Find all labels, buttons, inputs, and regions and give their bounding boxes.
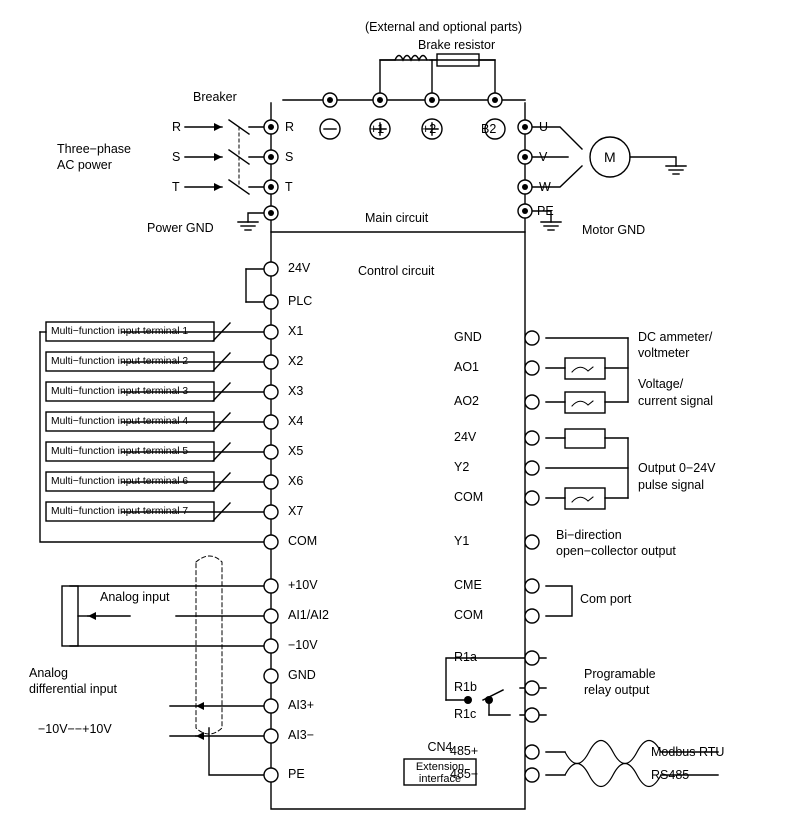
terminal-plus10v <box>264 579 278 593</box>
com-port-bracket <box>546 586 572 616</box>
label-com-right: COM <box>454 608 484 622</box>
terminal-x5 <box>264 445 278 459</box>
ao1-meter-needle <box>572 367 593 372</box>
label-gnd-right: GND <box>454 330 482 344</box>
label-x1: X1 <box>288 324 304 338</box>
phase-t-arrow <box>214 183 222 191</box>
terminal-485-minus <box>525 768 539 782</box>
analog-range-label: −10V−−+10V <box>38 722 112 736</box>
ac-power-label-2: AC power <box>57 158 112 172</box>
voltage-signal-label-1: Voltage/ <box>638 377 684 391</box>
terminal-ai1-ai2 <box>264 609 278 623</box>
motor-gnd-label: Motor GND <box>582 223 646 237</box>
terminal-plc <box>264 295 278 309</box>
phase-label-s: S <box>172 150 181 164</box>
dc-meter-label-1: DC ammeter/ <box>638 330 713 344</box>
mf-label-1: Multi−function input terminal 1 <box>51 326 189 337</box>
twisted-pair-b <box>565 764 661 787</box>
terminal-label-u: U <box>539 120 549 134</box>
terminal-y2 <box>525 461 539 475</box>
label-485-minus: 485− <box>450 767 479 781</box>
terminal-x7 <box>264 505 278 519</box>
bidir-label-1: Bi−direction <box>556 528 622 542</box>
label-24v-left: 24V <box>288 261 311 275</box>
shield-pe-wire <box>209 728 264 775</box>
label-ao1: AO1 <box>454 360 480 374</box>
label-x5: X5 <box>288 444 304 458</box>
mf-label-3: Multi−function input terminal 3 <box>51 386 189 397</box>
label-r1c: R1c <box>454 707 477 721</box>
voltage-signal-label-2: current signal <box>638 394 714 408</box>
terminal-label-w: W <box>539 180 551 194</box>
label-r1b: R1b <box>454 680 477 694</box>
brake-resistor-label: Brake resistor <box>418 38 496 52</box>
analog-diff-label-1: Analog <box>29 666 68 680</box>
terminal-gnd-left <box>264 669 278 683</box>
com-port-label: Com port <box>580 592 632 606</box>
phase-r-arrow <box>214 123 222 131</box>
motor-u-wire <box>525 127 582 149</box>
relay-label-2: relay output <box>584 683 650 697</box>
terminal-label-plus1: +1 <box>370 122 385 136</box>
rs485-label: RS485 <box>651 768 690 782</box>
label-y2: Y2 <box>454 460 470 474</box>
breaker-label: Breaker <box>193 90 237 104</box>
relay-dot-common <box>464 696 472 704</box>
label-y1: Y1 <box>454 534 470 548</box>
label-24v-right: 24V <box>454 430 477 444</box>
extension-label-1: Extension <box>415 761 465 773</box>
terminal-cme <box>525 579 539 593</box>
cn4-label: CN4 <box>427 740 453 754</box>
ai3p-arrow <box>196 702 204 710</box>
terminal-label-s: S <box>285 150 294 164</box>
terminal-pe-left <box>264 768 278 782</box>
terminal-label-b2: B2 <box>481 122 497 136</box>
label-ao2: AO2 <box>454 394 480 408</box>
terminal-gnd-right <box>525 331 539 345</box>
terminal-ao1 <box>525 361 539 375</box>
pulse-label-2: pulse signal <box>638 478 705 492</box>
pulse-label-1: Output 0−24V <box>638 461 716 475</box>
terminal-r1b <box>525 681 539 695</box>
power-gnd-label: Power GND <box>147 221 214 235</box>
phase-s-arrow <box>214 153 222 161</box>
label-com-pulse: COM <box>454 490 484 504</box>
terminal-y1 <box>525 535 539 549</box>
terminal-24v-left <box>264 262 278 276</box>
label-ai3-plus: AI3+ <box>288 698 315 712</box>
label-x4: X4 <box>288 414 304 428</box>
twisted-pair-a <box>565 741 661 764</box>
motor-gnd-wire <box>630 157 676 166</box>
label-com-left: COM <box>288 534 318 548</box>
pot-arrow <box>88 612 96 620</box>
mf-label-2: Multi−function input terminal 2 <box>51 356 189 367</box>
terminal-x6 <box>264 475 278 489</box>
label-pe-left: PE <box>288 767 305 781</box>
terminal-x1 <box>264 325 278 339</box>
motor-symbol-label: M <box>604 149 616 165</box>
terminal-label-r: R <box>285 120 295 134</box>
terminal-label-t: T <box>285 180 293 194</box>
ai3n-arrow <box>196 732 204 740</box>
pulse-box-upper <box>565 429 605 448</box>
relay-label-1: Programable <box>584 667 656 681</box>
mf-label-6: Multi−function input terminal 6 <box>51 476 189 487</box>
terminal-label-v: V <box>539 150 548 164</box>
mf-label-7: Multi−function input terminal 7 <box>51 506 189 517</box>
label-ai1-ai2: AI1/AI2 <box>288 608 329 622</box>
terminal-24v-right <box>525 431 539 445</box>
label-cme: CME <box>454 578 482 592</box>
label-plc: PLC <box>288 294 313 308</box>
terminal-com-right <box>525 609 539 623</box>
phase-label-r: R <box>172 120 182 134</box>
terminal-label-plus2: +2 <box>422 122 437 136</box>
terminal-com-left <box>264 535 278 549</box>
label-485-plus: 485+ <box>450 744 479 758</box>
terminal-com-pulse <box>525 491 539 505</box>
dc-meter-label-2: voltmeter <box>638 346 690 360</box>
terminal-485-plus <box>525 745 539 759</box>
main-circuit-label: Main circuit <box>365 211 429 225</box>
external-parts-note: (External and optional parts) <box>365 20 523 34</box>
terminal-x4 <box>264 415 278 429</box>
terminal-x2 <box>264 355 278 369</box>
terminal-ao2 <box>525 395 539 409</box>
main-terminals <box>264 93 532 220</box>
terminal-r1a <box>525 651 539 665</box>
analog-input-label: Analog input <box>100 590 170 604</box>
motor-w-wire <box>525 166 582 187</box>
ac-power-label-1: Three−phase <box>57 142 132 156</box>
label-x3: X3 <box>288 384 304 398</box>
relay-dot-b <box>485 696 493 704</box>
analog-diff-label-2: differential input <box>29 682 118 696</box>
label-x6: X6 <box>288 474 304 488</box>
phase-label-t: T <box>172 180 180 194</box>
pulse-meter-needle <box>572 497 593 502</box>
terminal-minus10v <box>264 639 278 653</box>
terminal-ai3-plus <box>264 699 278 713</box>
extension-label-2: interface <box>418 773 462 785</box>
label-plus10v: +10V <box>288 578 318 592</box>
control-circuit-label: Control circuit <box>358 264 435 278</box>
label-x2: X2 <box>288 354 304 368</box>
ao2-meter-needle <box>572 401 593 406</box>
mf-label-4: Multi−function input terminal 4 <box>51 416 189 427</box>
terminal-x3 <box>264 385 278 399</box>
label-r1a: R1a <box>454 650 477 664</box>
modbus-label: Modbus RTU <box>651 745 725 759</box>
potentiometer-box <box>62 586 78 646</box>
label-gnd-left: GND <box>288 668 316 682</box>
mf-label-5: Multi−function input terminal 5 <box>51 446 189 457</box>
label-x7: X7 <box>288 504 304 518</box>
bidir-label-2: open−collector output <box>556 544 676 558</box>
label-minus10v: −10V <box>288 638 318 652</box>
terminal-r1c <box>525 708 539 722</box>
terminal-label-pe: PE <box>537 204 554 218</box>
terminal-ai3-minus <box>264 729 278 743</box>
label-ai3-minus: AI3− <box>288 728 315 742</box>
